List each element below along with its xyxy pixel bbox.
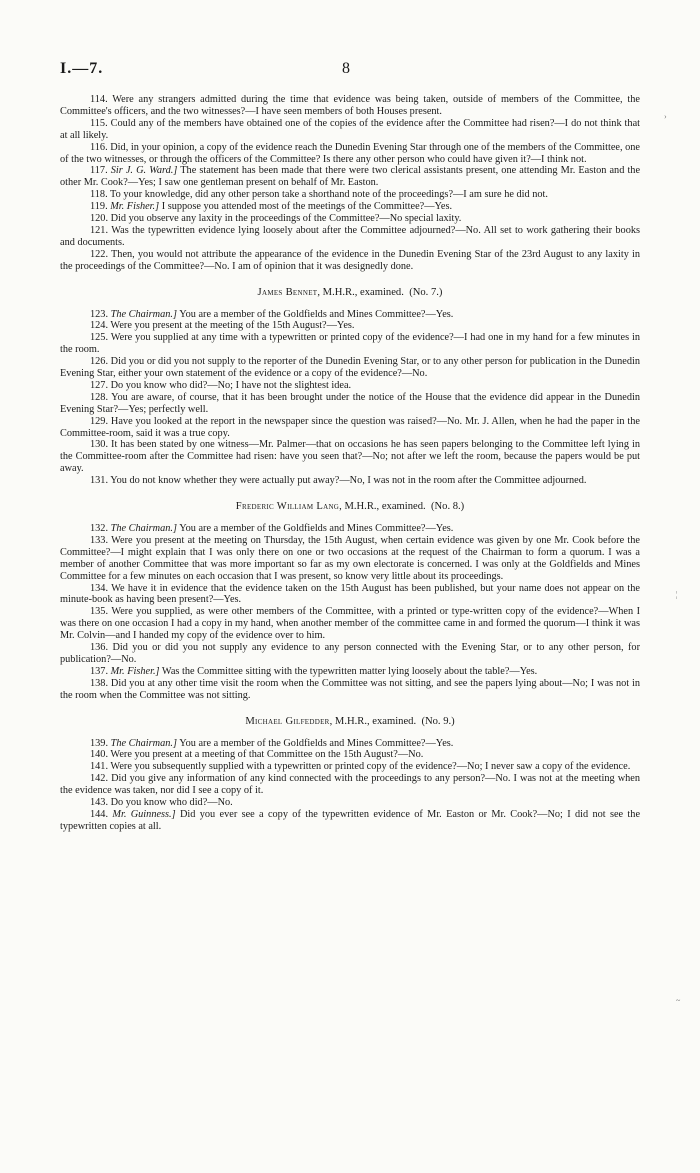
- question-paragraph: [60, 380, 640, 392]
- question-answer-text: Have you looked at the report in the newspaper since the question was raised?—No. Mr. J. Allen, when he had the paper in the Committee-room, said it was a true copy.: [60, 415, 640, 439]
- question-paragraph: [60, 225, 640, 249]
- question-answer-text: To your knowledge, did any other person take a shorthand note of the proceedings?—I am sure he did not.: [110, 189, 548, 201]
- question-number: 136.: [90, 642, 109, 654]
- speaker-label: Mr. Guinness.]: [112, 808, 176, 820]
- question-paragraph: [60, 642, 640, 666]
- margin-mark: ¦: [676, 590, 678, 599]
- question-number: 118.: [90, 189, 108, 201]
- question-answer-text: Did you or did you not supply any evidence to any person connected with the Evening Star, or to any other person, for publication?—No.: [60, 642, 640, 665]
- question-number: 121.: [90, 224, 109, 236]
- question-answer-text: Then, you would not attribute the appearance of the evidence in the Dunedin Evening Star of the 23rd August to any laxity in the proceedings of the Committee?—No. I am of opinion that it was designedly done.: [60, 248, 641, 272]
- question-paragraph: [60, 773, 640, 797]
- question-number: 141.: [90, 761, 109, 773]
- question-answer-text: Did, in your opinion, a copy of the evidence reach the Dunedin Evening Star through one of the members of the Committee, one of the two witnesses, or through the officers of the Committee? Is there any other person who could have given it?—I think not.: [60, 141, 641, 165]
- question-number: 126.: [90, 356, 109, 368]
- question-paragraph: [60, 356, 640, 380]
- question-answer-text: Was the typewritten evidence lying loosely about after the Committee adjourned?—No. All set to work gathering their books and documents.: [60, 224, 641, 248]
- question-paragraph: [60, 535, 640, 583]
- question-answer-text: You do not know whether they were actually put away?—No, I was not in the room after the Committee adjourned.: [110, 475, 587, 487]
- question-answer-text: Were you present at the meeting of the 15th August?—Yes.: [110, 320, 355, 332]
- question-answer-text: You are a member of the Goldfields and Mines Committee?—Yes.: [179, 308, 454, 320]
- question-answer-text: Was the Committee sitting with the typewritten matter lying loosely about the table?—Yes.: [161, 665, 538, 677]
- question-answer-text: Did you observe any laxity in the proceedings of the Committee?—No special laxity.: [110, 213, 462, 225]
- witness-heading: [60, 287, 640, 299]
- question-number: 123.: [90, 308, 109, 320]
- speaker-label: The Chairman.]: [110, 308, 177, 320]
- question-number: 139.: [90, 737, 109, 749]
- question-paragraph: [60, 118, 640, 142]
- question-number: 128.: [90, 391, 109, 403]
- question-answer-text: Were you subsequently supplied with a typewritten or printed copy of the evidence?—No; I never saw a copy of the evidence.: [110, 761, 631, 773]
- question-number: 125.: [90, 332, 109, 344]
- speaker-label: The Chairman.]: [110, 737, 177, 749]
- question-paragraph: [60, 142, 640, 166]
- paper-reference: I.—7.: [60, 60, 104, 77]
- speaker-label: Sir J. G. Ward.]: [110, 165, 178, 177]
- question-paragraph: [60, 213, 640, 225]
- question-number: 122.: [90, 248, 109, 260]
- question-number: 120.: [90, 213, 109, 225]
- question-number: 140.: [90, 749, 109, 761]
- question-number: 124.: [90, 320, 109, 332]
- question-number: 116.: [90, 141, 108, 153]
- witness-status: , M.H.R., examined.: [339, 501, 426, 513]
- witness-heading: [60, 716, 640, 728]
- witness-number: (No. 7.): [409, 286, 443, 298]
- question-answer-text: You are a member of the Goldfields and Mines Committee?—Yes.: [179, 737, 454, 749]
- question-paragraph: [60, 189, 640, 201]
- question-answer-text: Do you know who did?—No; I have not the slightest idea.: [110, 379, 352, 391]
- question-answer-text: Do you know who did?—No.: [110, 797, 233, 809]
- question-number: 131.: [90, 475, 109, 487]
- question-answer-text: Could any of the members have obtained one of the copies of the evidence after the Committee had risen?—I do not think that at all likely.: [60, 117, 641, 141]
- question-paragraph: [60, 666, 640, 678]
- speaker-label: Mr. Fisher.]: [110, 665, 160, 677]
- question-answer-text: Were you present at the meeting on Thursday, the 15th August, when certain evidence was given by one Mr. Cook before the Committee?—I might explain that I was only there on one or two occasions at the request of the Chairman to form a quorum. I was a member of another Committee that was more important so far as my own electorate is concerned. I was only at the Goldfields and Mines Committee for a few minutes on each occasion that I was present, so know very little about its proceedings.: [60, 534, 640, 582]
- question-number: 130.: [90, 439, 109, 451]
- question-paragraph: [60, 738, 640, 750]
- question-number: 134.: [90, 582, 109, 594]
- question-paragraph: [60, 416, 640, 440]
- question-number: 137.: [90, 665, 109, 677]
- question-paragraph: [60, 475, 640, 487]
- question-paragraph: [60, 809, 640, 833]
- question-paragraph: [60, 309, 640, 321]
- question-paragraph: [60, 523, 640, 535]
- question-answer-text: Were any strangers admitted during the time that evidence was being taken, outside of members of the Committee, the Committee's officers, and the two witnesses?—I have seen members of both Houses present.: [60, 94, 640, 117]
- question-paragraph: [60, 749, 640, 761]
- page-header: [60, 60, 640, 84]
- question-answer-text: Were you supplied, as were other members of the Committee, with a printed or type-written copy of the evidence?—When I was there on one occasion I had a copy in my hand, when another member of the committee came in and formed the quorum—I think it was Mr. Colvin—and I handed my copy of the evidence over to him.: [60, 606, 641, 642]
- question-number: 132.: [90, 523, 109, 534]
- question-paragraph: [60, 606, 640, 642]
- question-number: 143.: [90, 797, 109, 809]
- question-number: 114.: [90, 94, 108, 105]
- question-answer-text: Did you or did you not supply to the reporter of the Dunedin Evening Star, or to any other person for publication in the Dunedin Evening Star, either your own statement of the evidence or a copy of the evidence?—No.: [60, 356, 640, 380]
- question-answer-text: The statement has been made that there were two clerical assistants present, one attending Mr. Easton and the other Mr. Cook?—Yes; I saw one gentleman present on behalf of Mr. Easton.: [60, 165, 641, 189]
- speaker-label: Mr. Fisher.]: [110, 201, 160, 213]
- margin-mark: ›: [664, 112, 667, 121]
- question-answer-text: Did you at any other time visit the room when the Committee was not sitting, and see the papers lying about—No; I was not in the room when the Committee was not sitting.: [60, 677, 640, 701]
- question-number: 133.: [90, 534, 109, 546]
- question-number: 144.: [90, 808, 109, 820]
- question-paragraph: [60, 94, 640, 118]
- question-answer-text: Were you present at a meeting of that Committee on the 15th August?—No.: [110, 749, 424, 761]
- witness-name: James Bennet: [257, 286, 318, 298]
- witness-heading: [60, 501, 640, 513]
- witness-number: (No. 8.): [430, 501, 465, 513]
- witness-number: (No. 9.): [421, 715, 455, 727]
- question-paragraph: [60, 761, 640, 773]
- question-number: 115.: [90, 117, 108, 129]
- document-body: [60, 94, 640, 833]
- witness-status: , M.H.R., examined.: [329, 715, 417, 727]
- question-paragraph: [60, 320, 640, 332]
- question-answer-text: It has been stated by one witness—Mr. Palmer—that on occasions he has seen papers belonging to the Committee left lying in the Committee-room after the Committee had risen: have you seen that?—No; not after we left the room, because the papers would be put away.: [60, 439, 640, 475]
- witness-status: , M.H.R., examined.: [317, 286, 404, 298]
- question-answer-text: You are aware, of course, that it has been brought under the notice of the House that the evidence did appear in the Dunedin Evening Star?—Yes; perfectly well.: [60, 391, 640, 415]
- question-number: 135.: [90, 606, 109, 618]
- question-number: 127.: [90, 379, 109, 391]
- question-paragraph: [60, 201, 640, 213]
- question-answer-text: You are a member of the Goldfields and Mines Committee?—Yes.: [179, 523, 454, 534]
- question-number: 129.: [90, 415, 109, 427]
- witness-name: Michael Gilfedder: [245, 715, 330, 727]
- question-answer-text: Were you supplied at any time with a typewritten or printed copy of the evidence?—I had one in my hand for a few minutes in the room.: [60, 332, 641, 356]
- question-answer-text: Did you ever see a copy of the typewritten evidence of Mr. Easton or Mr. Cook?—No; I did not see the typewritten copies at all.: [60, 808, 641, 832]
- question-paragraph: [60, 439, 640, 475]
- question-paragraph: [60, 332, 640, 356]
- witness-name: Frederic William Lang: [235, 501, 340, 513]
- question-answer-text: I suppose you attended most of the meetings of the Committee?—Yes.: [161, 201, 453, 213]
- question-paragraph: [60, 678, 640, 702]
- speaker-label: The Chairman.]: [110, 523, 177, 534]
- question-paragraph: [60, 797, 640, 809]
- question-number: 138.: [90, 677, 109, 689]
- margin-mark: ~: [676, 996, 681, 1005]
- question-number: 117.: [90, 165, 108, 177]
- question-answer-text: We have it in evidence that the evidence taken on the 15th August has been published, but your name does not appear on the minute-book as having been present?—Yes.: [60, 582, 641, 606]
- page-number: 8: [342, 60, 350, 77]
- question-number: 119.: [90, 201, 108, 213]
- question-paragraph: [60, 392, 640, 416]
- question-paragraph: [60, 249, 640, 273]
- question-answer-text: Did you give any information of any kind connected with the proceedings to any person?—No. I was not at the meeting when the evidence was taken, nor did I see a copy of it.: [60, 773, 640, 797]
- question-number: 142.: [90, 773, 109, 785]
- question-paragraph: [60, 583, 640, 607]
- question-paragraph: [60, 165, 640, 189]
